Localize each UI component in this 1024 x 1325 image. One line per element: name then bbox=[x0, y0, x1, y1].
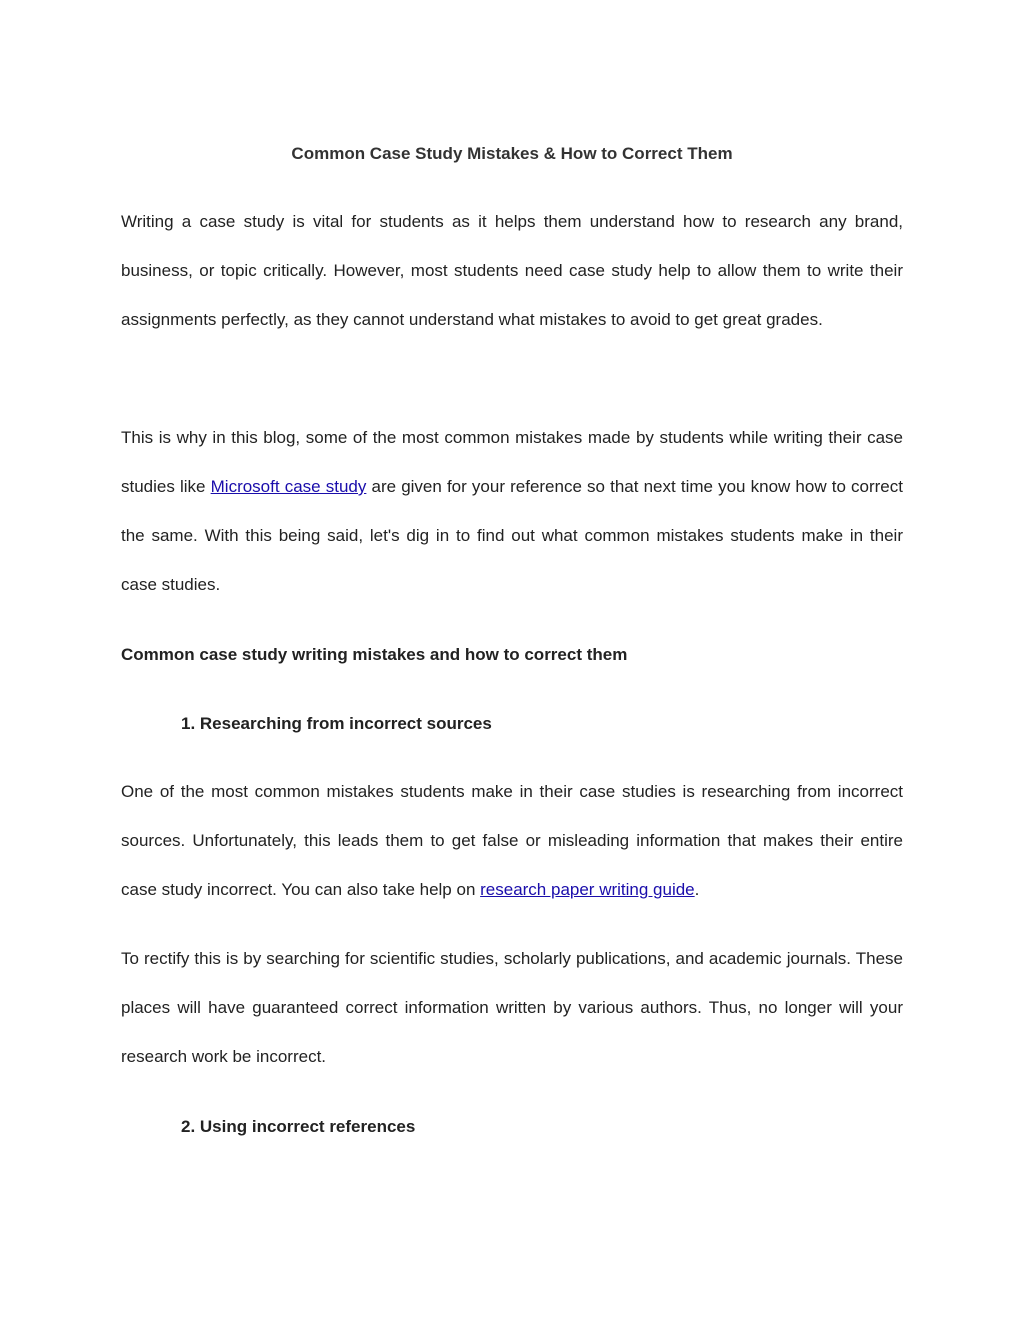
document-title: Common Case Study Mistakes & How to Correct Them bbox=[291, 144, 733, 163]
subheading-incorrect-references: 2. Using incorrect references bbox=[181, 1117, 416, 1136]
research-paper-writing-guide-link[interactable]: research paper writing guide bbox=[480, 880, 695, 899]
second-paragraph-text-after-link: are given for your reference so that next time you know how to correct the same. With this being said, let's dig in to find out what common mistakes students make in their case studies. bbox=[121, 477, 903, 594]
subheading-researching-sources: 1. Researching from incorrect sources bbox=[181, 714, 492, 733]
mistake1-text-before-link: One of the most common mistakes students make in their case studies is researching from incorrect sources. Unfortunately, this leads them to get false or misleading information that makes their entire case study incorrect. You can also take help on bbox=[121, 782, 903, 899]
second-paragraph bbox=[121, 413, 903, 609]
microsoft-case-study-link[interactable]: Microsoft case study bbox=[210, 477, 367, 496]
mistake1-paragraph bbox=[121, 767, 903, 914]
intro-paragraph: Writing a case study is vital for students as it helps them understand how to research any brand, business, or topic critically. However, most students need case study help to allow them to write their assignments perfectly, as they cannot understand what mistakes to avoid to get great grades. bbox=[121, 212, 903, 329]
section-heading: Common case study writing mistakes and how to correct them bbox=[121, 645, 628, 664]
mistake1-text-after-link: . bbox=[694, 880, 700, 899]
mistake1-fix-paragraph: To rectify this is by searching for scientific studies, scholarly publications, and academic journals. These places will have guaranteed correct information written by various authors. Thus, no longer will your research work be incorrect. bbox=[121, 949, 903, 1066]
second-paragraph-text-before-link: This is why in this blog, some of the most common mistakes made by students while writing their case studies like bbox=[121, 428, 903, 496]
